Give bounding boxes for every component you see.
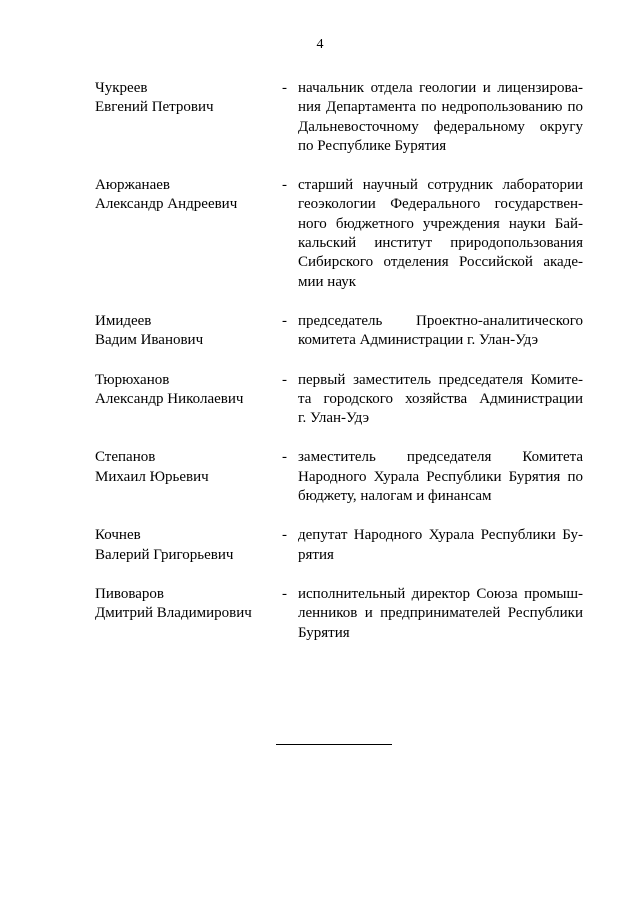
member-surname: Пивоваров [95,585,164,602]
position-line: кальский институт природопользования [298,235,583,252]
member-entry [95,176,585,292]
end-of-list-rule [276,744,392,745]
position-line: ния Департамента по недропользованию по [298,99,583,116]
member-name [95,526,285,565]
member-entry [95,312,585,351]
member-given-names: Евгений Петрович [95,99,214,116]
member-entry [95,526,585,565]
dash-separator: - [282,527,287,544]
position-line: заместитель председателя Комитета [298,449,583,466]
member-entry [95,79,585,156]
member-list [95,79,585,643]
member-name [95,312,285,351]
position-line: начальник отдела геологии и лицензирова- [298,80,583,96]
dash-separator: - [282,177,287,194]
member-given-names: Вадим Иванович [95,332,204,349]
position-line: Дальневосточному федеральному округу [298,118,583,135]
member-given-names: Валерий Григорьевич [95,546,234,563]
member-surname: Степанов [95,449,156,466]
member-position [298,176,583,292]
member-surname: Тюрюханов [95,371,170,388]
position-line: рятия [298,546,334,563]
position-line: исполнительный директор Союза промыш- [298,585,583,602]
position-line: та городского хозяйства Администрации [298,390,583,407]
position-line: первый заместитель председателя Комите- [298,371,583,388]
member-name [95,176,285,215]
member-surname: Кочнев [95,527,141,544]
position-line: ленников и предпринимателей Республики [298,605,583,622]
position-line: депутат Народного Хурала Республики Бу- [298,527,583,544]
position-line: по Республике Бурятия [298,137,447,154]
member-name [95,371,285,410]
member-position [298,585,583,643]
position-line: комитета Администрации г. Улан-Удэ [298,332,539,349]
dash-separator: - [282,312,287,329]
position-line: председатель Проектно-аналитического [298,312,583,329]
member-given-names: Александр Николаевич [95,390,244,407]
member-name [95,585,285,624]
position-line: мии наук [298,273,357,290]
dash-separator: - [282,449,287,466]
member-given-names: Дмитрий Владимирович [95,605,252,622]
member-entry [95,448,585,506]
member-surname: Аюржанаев [95,177,170,194]
dash-separator: - [282,371,287,388]
position-line: геоэкологии Федерального государствен- [298,196,583,213]
member-position [298,448,583,506]
position-line: Сибирского отделения Российской акаде- [298,254,583,271]
member-position [298,526,583,565]
member-name [95,79,285,118]
member-position [298,312,583,351]
member-entry [95,371,585,429]
position-line: Народного Хурала Республики Бурятия по [298,468,583,485]
member-entry [95,585,585,643]
position-line: г. Улан-Удэ [298,410,370,427]
page-number: 4 [316,37,324,52]
member-given-names: Александр Андреевич [95,196,238,213]
member-name [95,448,285,487]
position-line: Бурятия [298,624,350,641]
position-line: ного бюджетного учреждения науки Бай- [298,215,583,232]
member-position [298,371,583,429]
dash-separator: - [282,585,287,602]
dash-separator: - [282,80,287,96]
member-given-names: Михаил Юрьевич [95,468,209,485]
member-surname: Чукреев [95,80,148,96]
member-position [298,79,583,156]
position-line: старший научный сотрудник лаборатории [298,177,583,194]
position-line: бюджету, налогам и финансам [298,488,492,505]
member-surname: Имидеев [95,312,152,329]
